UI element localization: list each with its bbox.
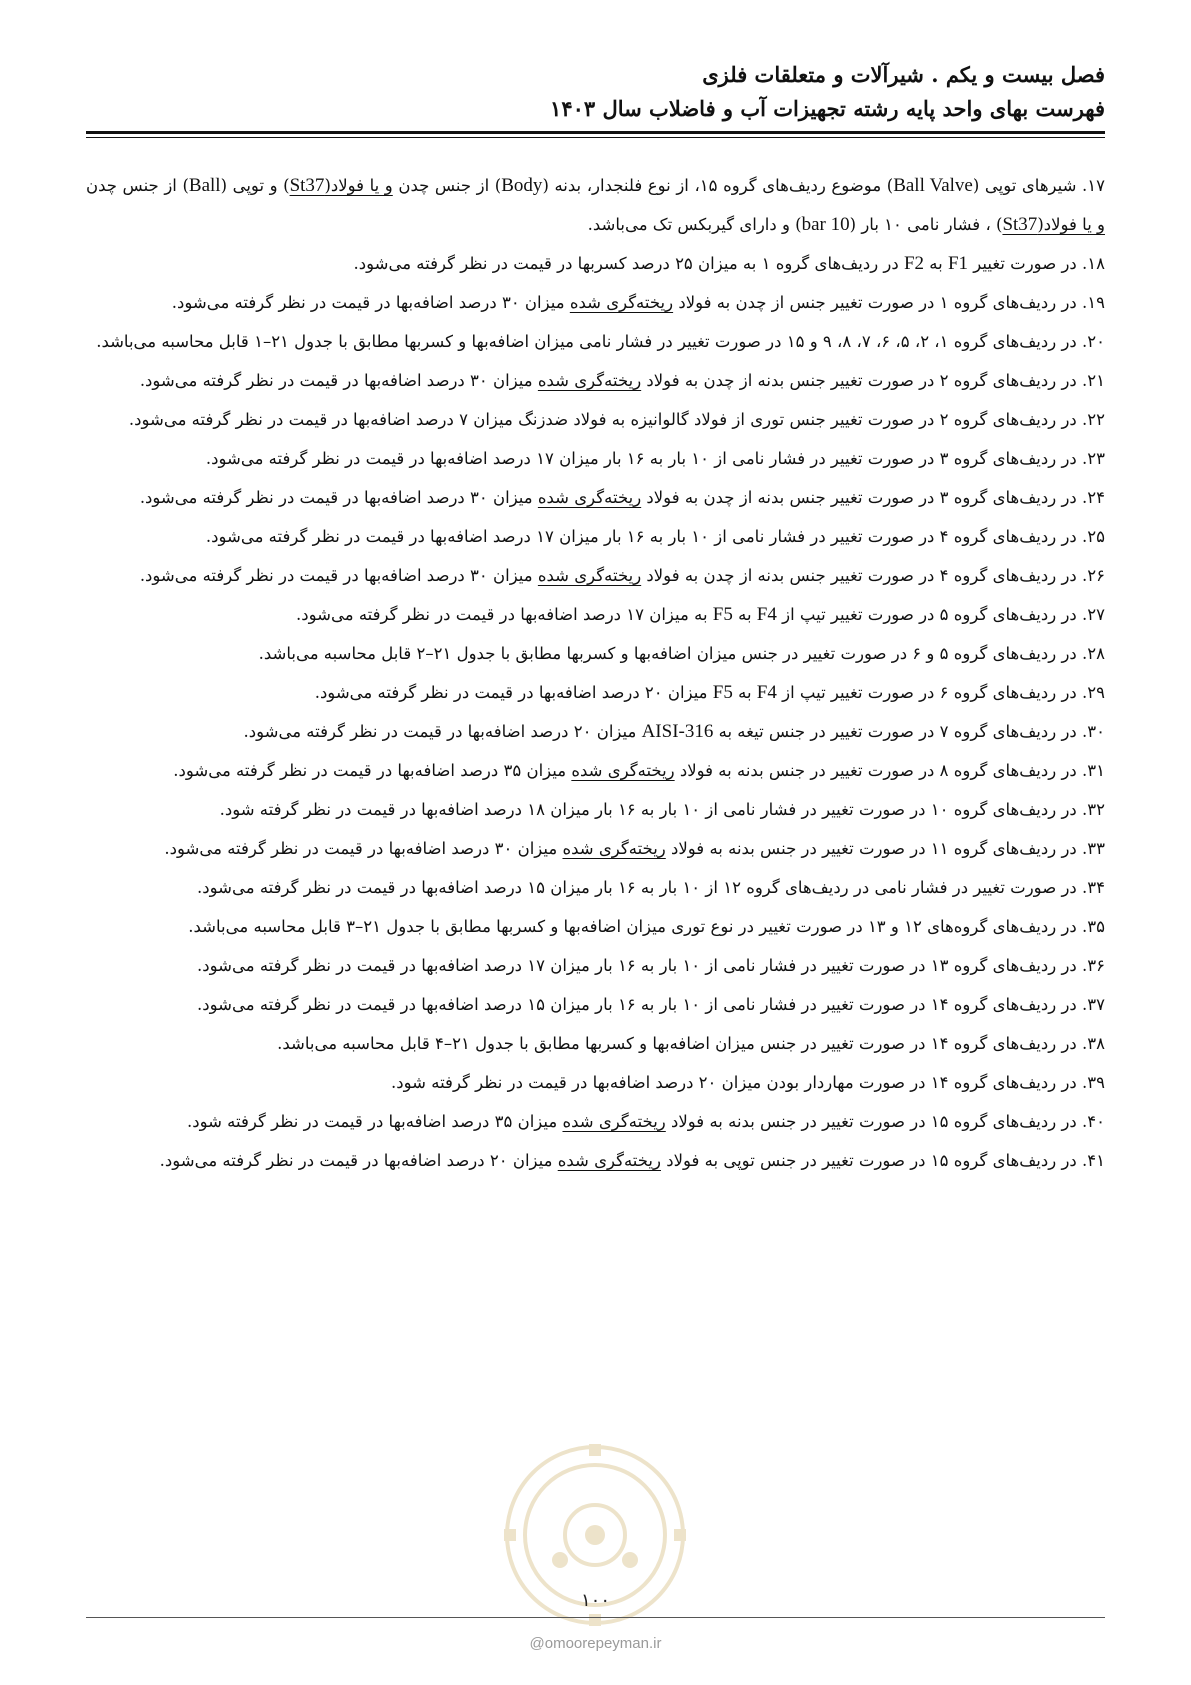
latin-term: Body <box>501 175 543 196</box>
notes-body <box>86 166 1105 1180</box>
note-21: ۲۱. در ردیف‌های گروه ۲ در صورت تغییر جنس بدنه از چدن به فولاد ریخته‌گری شده میزان ۳۰ درصد اضافه‌بها در قیمت در نظر گرفته می‌شود. <box>139 371 1105 390</box>
note-25: ۲۵. در ردیف‌های گروه ۴ در صورت تغییر در فشار نامی از ۱۰ بار به ۱۶ بار میزان ۱۷ درصد اضافه‌بها در قیمت در نظر گرفته می‌شود. <box>205 527 1105 546</box>
document-title: فهرست بهای واحد پایه رشته تجهیزات آب و فاضلاب سال ۱۴۰۳ <box>550 96 1105 121</box>
note-40: ۴۰. در ردیف‌های گروه ۱۵ در صورت تغییر در جنس بدنه به فولاد ریخته‌گری شده میزان ۳۵ درصد اضافه‌بها در قیمت در نظر گرفته شود. <box>187 1112 1105 1131</box>
latin-term: AISI-316 <box>641 721 714 742</box>
note-28: ۲۸. در ردیف‌های گروه ۵ و ۶ در صورت تغییر در جنس میزان اضافه‌بها و کسربها مطابق با جدول ۲۱–۲ قابل محاسبه می‌باشد. <box>258 644 1105 663</box>
underlined-text: ریخته‌گری شده <box>537 488 642 507</box>
note-24: ۲۴. در ردیف‌های گروه ۳ در صورت تغییر جنس بدنه از چدن به فولاد ریخته‌گری شده میزان ۳۰ درصد اضافه‌بها در قیمت در نظر گرفته می‌شود. <box>139 488 1105 507</box>
latin-term: F5 <box>712 682 733 703</box>
note-20: ۲۰. در ردیف‌های گروه ۱، ۲، ۵، ۶، ۷، ۸، ۹ و ۱۵ در صورت تغییر در فشار نامی میزان اضافه‌بها و کسربها مطابق با جدول ۲۱–۱ قابل محاسبه می‌باشد. <box>96 332 1105 351</box>
note-18: ۱۸. در صورت تغییر F1 به F2 در ردیف‌های گروه ۱ به میزان ۲۵ درصد کسربها در قیمت در نظر گرفته می‌شود. <box>353 253 1105 274</box>
note-36: ۳۶. در ردیف‌های گروه ۱۳ در صورت تغییر در فشار نامی از ۱۰ بار به ۱۶ بار میزان ۱۷ درصد اضافه‌بها در قیمت در نظر گرفته می‌شود. <box>197 956 1105 975</box>
note-17: ۱۷. شیرهای توپی (Ball Valve) موضوع ردیف‌های گروه ۱۵، از نوع فلنجدار، بدنه (Body) از جنس چدن و یا فولاد(St37) و توپی (Ball) از جنس چدن و یا فولاد(St37) ، فشار نامی ۱۰ بار (10 bar) و دارای گیربکس تک می‌باشد. <box>86 175 1105 235</box>
latin-term: F1 <box>947 253 969 274</box>
underlined-text: ریخته‌گری شده <box>562 1112 666 1131</box>
underlined-text: ریخته‌گری شده <box>569 293 674 312</box>
header-rule-thick <box>86 131 1105 134</box>
latin-term: St37 <box>289 175 325 196</box>
latin-term: F5 <box>712 604 733 625</box>
note-29: ۲۹. در ردیف‌های گروه ۶ در صورت تغییر تیپ از F4 به F5 میزان ۲۰ درصد اضافه‌بها در قیمت در نظر گرفته می‌شود. <box>314 682 1105 703</box>
footer-website: @omoorepeyman.ir <box>529 1635 662 1652</box>
underlined-text: ریخته‌گری شده <box>557 1151 661 1170</box>
note-30: ۳۰. در ردیف‌های گروه ۷ در صورت تغییر در جنس تیغه به AISI-316 میزان ۲۰ درصد اضافه‌بها در قیمت در نظر گرفته می‌شود. <box>243 721 1105 742</box>
note-19: ۱۹. در ردیف‌های گروه ۱ در صورت تغییر جنس از چدن به فولاد ریخته‌گری شده میزان ۳۰ درصد اضافه‌بها در قیمت در نظر گرفته می‌شود. <box>171 293 1105 312</box>
underlined-text: و یا فولاد( <box>324 176 393 195</box>
latin-term: Ball Valve <box>893 175 973 196</box>
latin-term: F4 <box>756 604 777 625</box>
note-41: ۴۱. در ردیف‌های گروه ۱۵ در صورت تغییر در جنس توپی به فولاد ریخته‌گری شده میزان ۲۰ درصد اضافه‌بها در قیمت در نظر گرفته می‌شود. <box>159 1151 1105 1170</box>
underlined-text: ریخته‌گری شده <box>537 371 642 390</box>
underlined-text: ریخته‌گری شده <box>537 566 642 585</box>
underlined-text: و یا فولاد( <box>1037 215 1105 234</box>
latin-term: F2 <box>903 253 925 274</box>
header-rule-thin <box>86 137 1105 138</box>
note-27: ۲۷. در ردیف‌های گروه ۵ در صورت تغییر تیپ از F4 به F5 به میزان ۱۷ درصد اضافه‌بها در قیمت در نظر گرفته می‌شود. <box>296 604 1105 625</box>
page-number: ۱۰۰ <box>580 1590 610 1611</box>
note-38: ۳۸. در ردیف‌های گروه ۱۴ در صورت تغییر در جنس میزان اضافه‌بها و کسربها مطابق با جدول ۲۱–۴ قابل محاسبه می‌باشد. <box>277 1034 1105 1053</box>
note-22: ۲۲. در ردیف‌های گروه ۲ در صورت تغییر جنس توری از فولاد گالوانیزه به فولاد ضدزنگ میزان ۷ درصد اضافه‌بها در قیمت در نظر گرفته می‌شود. <box>128 410 1105 429</box>
underlined-text: ریخته‌گری شده <box>562 839 666 858</box>
page-header <box>88 58 1105 126</box>
latin-term: Ball <box>188 175 221 196</box>
note-23: ۲۳. در ردیف‌های گروه ۳ در صورت تغییر در فشار نامی از ۱۰ بار به ۱۶ بار میزان ۱۷ درصد اضافه‌بها در قیمت در نظر گرفته می‌شود. <box>205 449 1105 468</box>
note-32: ۳۲. در ردیف‌های گروه ۱۰ در صورت تغییر در فشار نامی از ۱۰ بار به ۱۶ بار میزان ۱۸ درصد اضافه‌بها در قیمت در نظر گرفته شود. <box>219 800 1105 819</box>
latin-term: 10 bar <box>801 214 850 235</box>
note-39: ۳۹. در ردیف‌های گروه ۱۴ در صورت مهاردار بودن میزان ۲۰ درصد اضافه‌بها در قیمت در نظر گرفته شود. <box>391 1073 1105 1092</box>
latin-term: St37 <box>1002 214 1038 235</box>
underlined-text: ریخته‌گری شده <box>571 761 675 780</box>
note-37: ۳۷. در ردیف‌های گروه ۱۴ در صورت تغییر در فشار نامی از ۱۰ بار به ۱۶ بار میزان ۱۵ درصد اضافه‌بها در قیمت در نظر گرفته می‌شود. <box>197 995 1105 1014</box>
chapter-title: فصل بیست و یکم . شیرآلات و متعلقات فلزی <box>702 62 1105 87</box>
note-31: ۳۱. در ردیف‌های گروه ۸ در صورت تغییر در جنس بدنه به فولاد ریخته‌گری شده میزان ۳۵ درصد اضافه‌بها در قیمت در نظر گرفته می‌شود. <box>173 761 1105 780</box>
latin-term: F4 <box>756 682 777 703</box>
note-34: ۳۴. در صورت تغییر در فشار نامی در ردیف‌های گروه ۱۲ از ۱۰ بار به ۱۶ بار میزان ۱۵ درصد اضافه‌بها در قیمت در نظر گرفته می‌شود. <box>197 878 1105 897</box>
note-33: ۳۳. در ردیف‌های گروه ۱۱ در صورت تغییر در جنس بدنه به فولاد ریخته‌گری شده میزان ۳۰ درصد اضافه‌بها در قیمت در نظر گرفته می‌شود. <box>164 839 1105 858</box>
note-35: ۳۵. در ردیف‌های گروه‌های ۱۲ و ۱۳ در صورت تغییر در نوع توری میزان اضافه‌بها و کسربها مطابق با جدول ۲۱–۳ قابل محاسبه می‌باشد. <box>188 917 1105 936</box>
footer-rule <box>86 1617 1105 1618</box>
note-26: ۲۶. در ردیف‌های گروه ۴ در صورت تغییر جنس بدنه از چدن به فولاد ریخته‌گری شده میزان ۳۰ درصد اضافه‌بها در قیمت در نظر گرفته می‌شود. <box>139 566 1105 585</box>
